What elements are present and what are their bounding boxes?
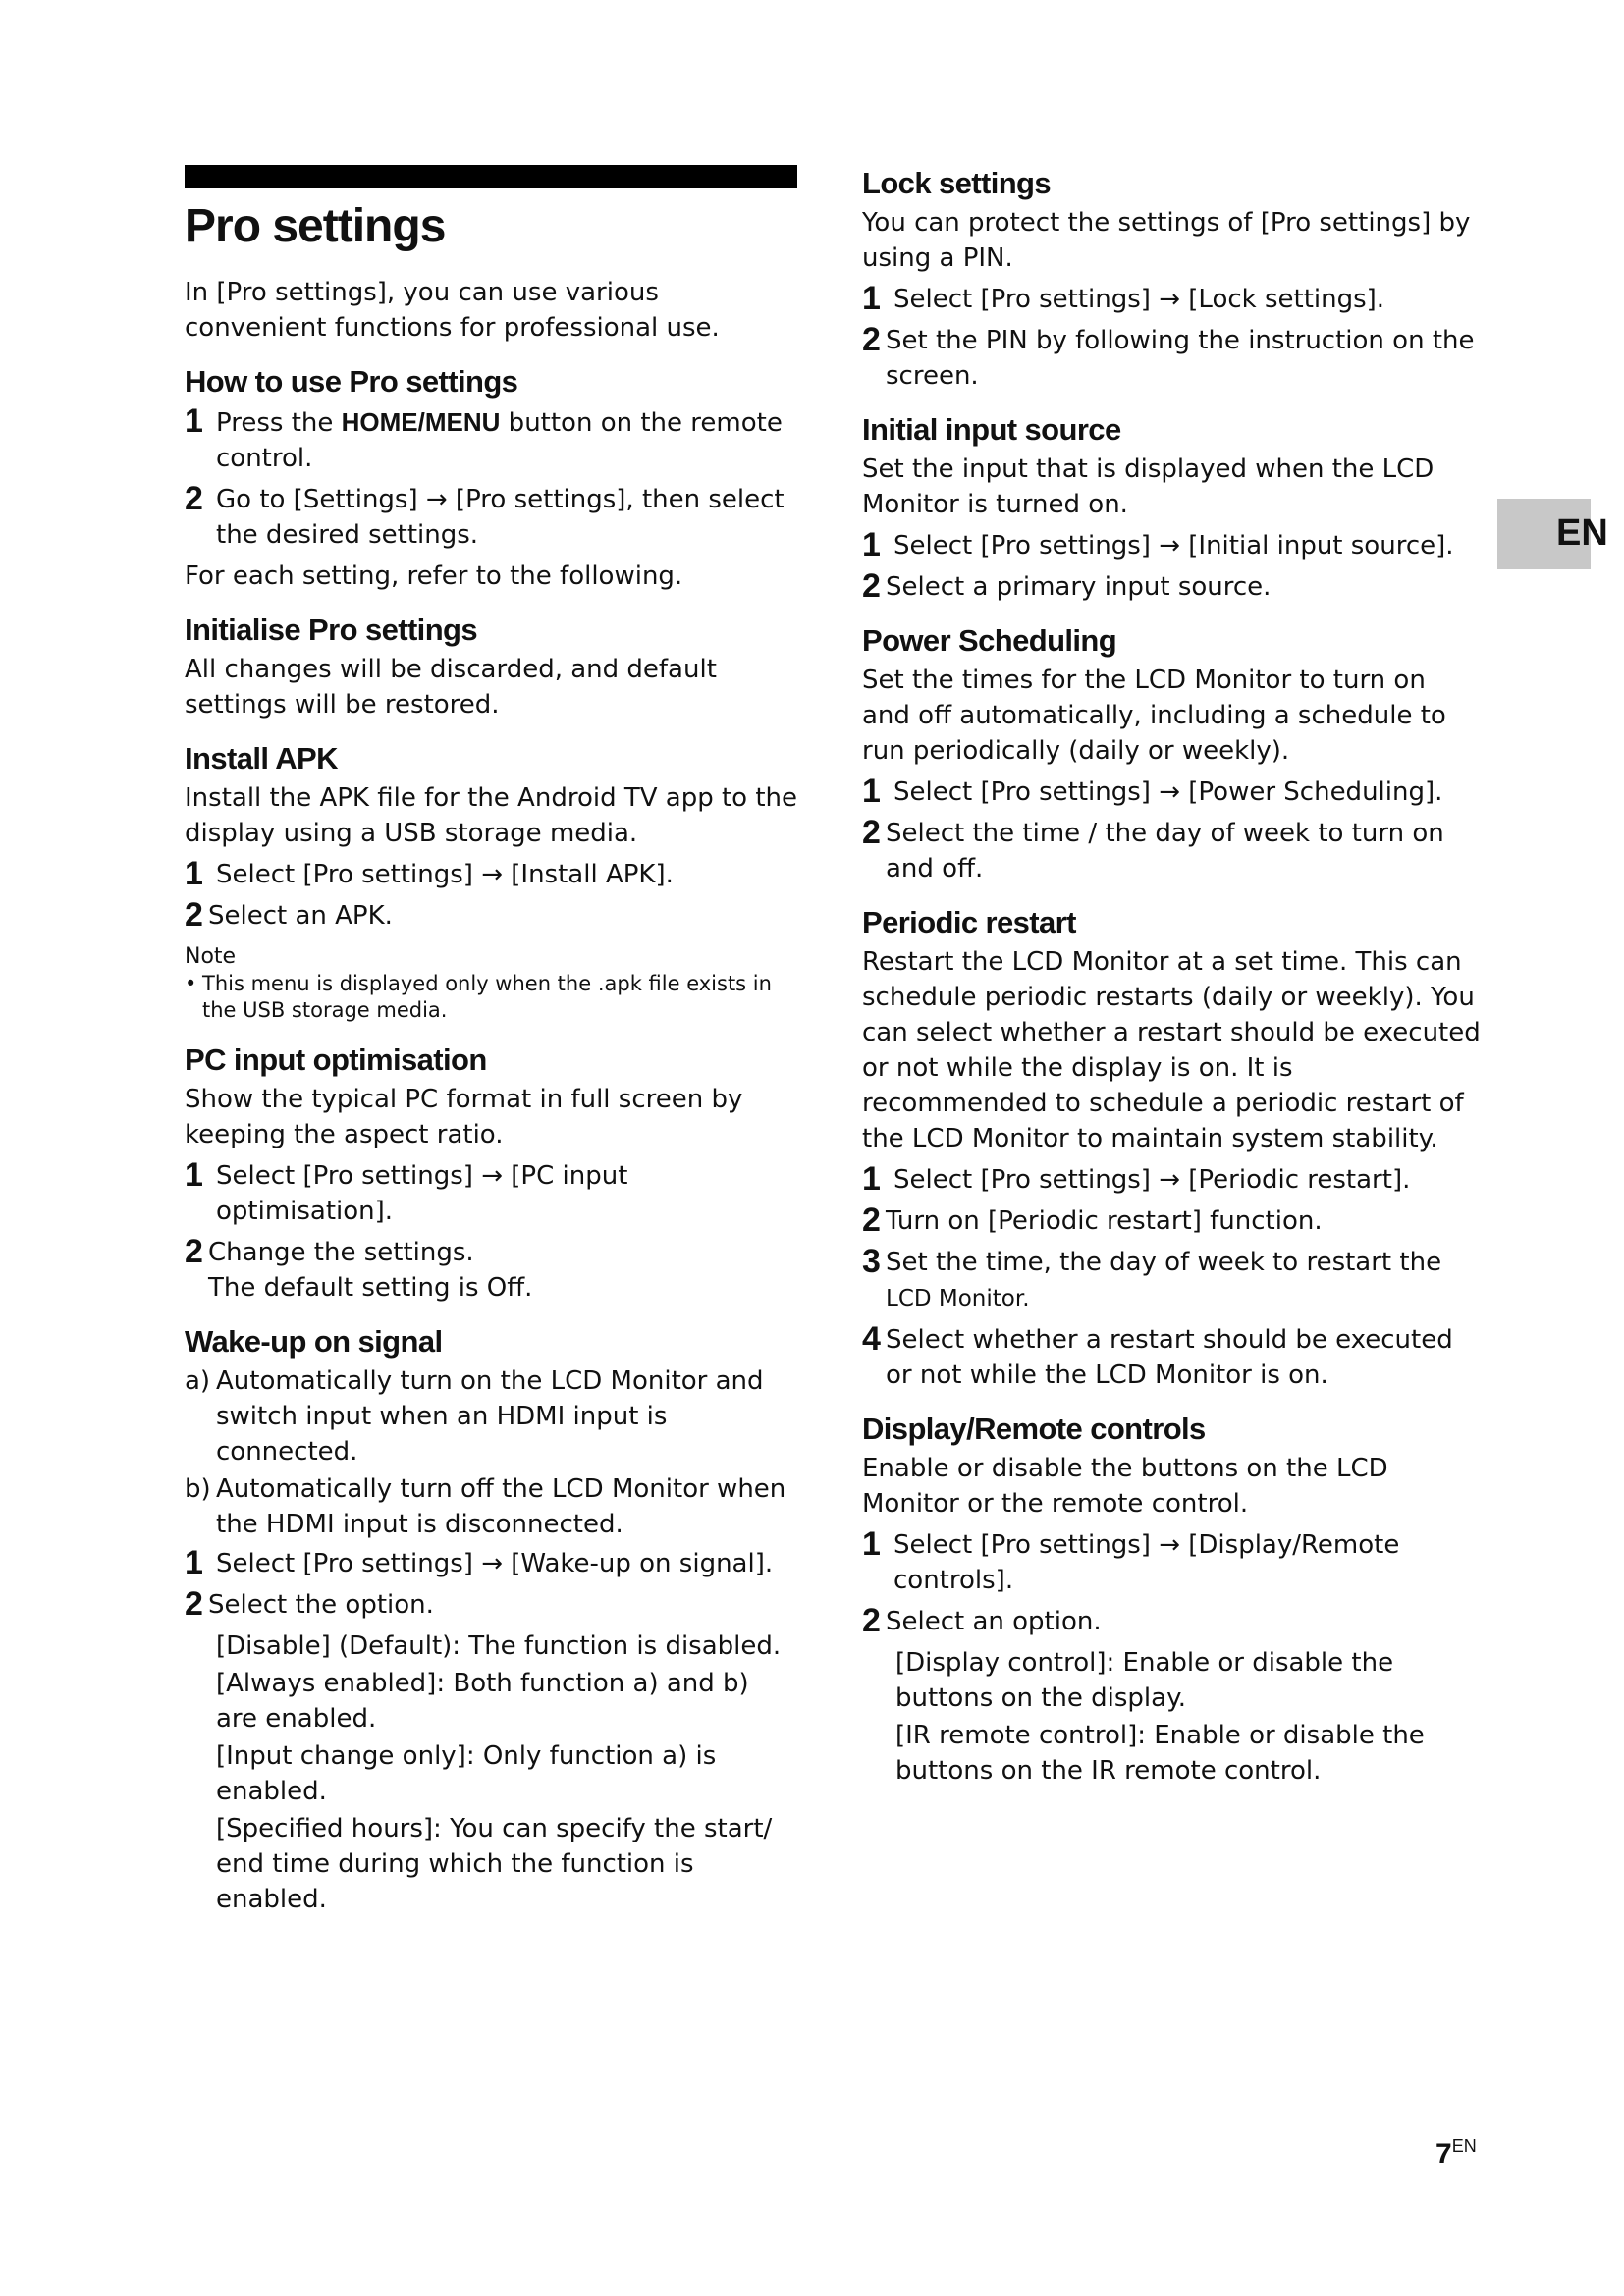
step-main: Change the settings. (208, 1238, 474, 1267)
note-text: This menu is displayed only when the .apk file exists in the USB storage media. (202, 972, 772, 1022)
display-remote-option: [Display control]: Enable or disable the buttons on the display. (895, 1648, 1394, 1713)
periodic-step-4 (862, 1322, 1481, 1393)
heading-power: Power Scheduling (862, 623, 1117, 658)
install-apk-step-2 (185, 898, 797, 934)
heading-install-apk: Install APK (185, 741, 338, 775)
periodic-body: Restart the LCD Monitor at a set time. This can schedule periodic restarts (daily or weekly). You can select whether a restart should be executed or not while the display is on. It is recommended to schedule a periodic restart of the LCD Monitor to maintain system stability. (862, 947, 1481, 1153)
pc-input-body: Show the typical PC format in full screen by keeping the aspect ratio. (185, 1085, 743, 1149)
step-number: 1 (185, 1544, 203, 1581)
lock-step-1 (862, 282, 1481, 317)
initialise-body: All changes will be discarded, and default settings will be restored. (185, 655, 717, 720)
bullet: • (185, 972, 197, 995)
note-item (185, 971, 797, 1024)
step-sub: The default setting is Off. (208, 1273, 533, 1303)
step-text: Select [Pro settings] → [Wake-up on signal]. (216, 1549, 774, 1578)
step-text: Select the time / the day of week to turn on and off. (886, 819, 1444, 883)
item-label: a) (185, 1366, 211, 1396)
power-body: Set the times for the LCD Monitor to turn on and off automatically, including a schedule to run periodically (daily or weekly). (862, 666, 1446, 766)
heading-how-to: How to use Pro settings (185, 364, 518, 399)
step-number: 1 (862, 1525, 881, 1563)
step-text (208, 1235, 797, 1306)
display-remote-option: [IR remote control]: Enable or disable the buttons on the IR remote control. (895, 1721, 1425, 1786)
step-number: 1 (185, 855, 203, 892)
wake-up-option: [Always enabled]: Both function a) and b) are enabled. (216, 1669, 749, 1734)
step-main: Set the time, the day of week to restart the (886, 1248, 1442, 1277)
initial-input-body: Set the input that is displayed when the LCD Monitor is turned on. (862, 454, 1435, 519)
display-remote-step-1 (862, 1527, 1481, 1598)
step-text: Select the option. (208, 1590, 434, 1620)
page-number-value: 7 (1435, 2138, 1452, 2170)
step-text: Select [Pro settings] → [Power Scheduling]. (893, 777, 1443, 807)
wake-up-step-2 (185, 1587, 797, 1623)
pc-input-step-2 (185, 1235, 797, 1306)
heading-initial-input: Initial input source (862, 412, 1121, 447)
heading-lock: Lock settings (862, 166, 1052, 200)
home-menu-label: HOME/MENU (341, 407, 501, 437)
wake-up-option: [Specified hours]: You can specify the start/ end time during which the function is enabled. (216, 1814, 773, 1914)
display-remote-body: Enable or disable the buttons on the LCD Monitor or the remote control. (862, 1454, 1388, 1519)
how-to-after: For each setting, refer to the following. (185, 561, 683, 591)
step-text (216, 404, 797, 476)
step-number: 2 (185, 896, 203, 934)
step-number: 4 (862, 1320, 881, 1358)
step-number: 1 (862, 773, 881, 810)
step-text: Select [Pro settings] → [Periodic restart]. (893, 1165, 1411, 1195)
step-text: Set the PIN by following the instruction on the screen. (886, 326, 1475, 391)
step-number: 1 (185, 1156, 203, 1194)
install-apk-step-1 (185, 857, 797, 892)
heading-initialise: Initialise Pro settings (185, 613, 478, 647)
step-text: Turn on [Periodic restart] function. (886, 1206, 1323, 1236)
periodic-step-1 (862, 1162, 1481, 1198)
step-number: 2 (185, 480, 203, 517)
item-text: Automatically turn off the LCD Monitor when the HDMI input is disconnected. (216, 1474, 786, 1539)
step-number: 1 (862, 280, 881, 317)
step-number: 2 (185, 1585, 203, 1623)
page-number-suffix: EN (1451, 2136, 1477, 2156)
step-number: 2 (185, 1233, 203, 1270)
step-text: Select an option. (886, 1607, 1102, 1636)
pc-input-step-1 (185, 1158, 797, 1229)
step-text: Select [Pro settings] → [Display/Remote controls]. (893, 1530, 1400, 1595)
wake-up-option: [Input change only]: Only function a) is enabled. (216, 1741, 717, 1806)
step-number: 2 (862, 1201, 881, 1239)
wake-up-option: [Disable] (Default): The function is disabled. (216, 1631, 782, 1661)
left-column (185, 165, 797, 1919)
install-apk-body: Install the APK file for the Android TV app to the display using a USB storage media. (185, 783, 798, 848)
display-remote-step-2 (862, 1604, 1481, 1639)
step-text: Select a primary input source. (886, 572, 1272, 602)
periodic-step-3 (862, 1245, 1481, 1316)
heading-periodic: Periodic restart (862, 905, 1076, 939)
periodic-step-2 (862, 1203, 1481, 1239)
heading-pc-input: PC input optimisation (185, 1042, 487, 1077)
step-text-part: Press the (216, 408, 342, 438)
power-step-1 (862, 774, 1481, 810)
initial-input-step-1 (862, 528, 1481, 563)
initial-input-step-2 (862, 569, 1481, 605)
step-text: Select an APK. (208, 901, 393, 931)
step-number: 1 (862, 1160, 881, 1198)
how-to-step-2 (185, 482, 797, 553)
page-title: Pro settings (185, 200, 446, 252)
item-text: Automatically turn on the LCD Monitor and switch input when an HDMI input is connected. (216, 1366, 764, 1467)
lock-body: You can protect the settings of [Pro settings] by using a PIN. (862, 208, 1471, 273)
language-tab-label: EN (1556, 512, 1608, 554)
intro-text: In [Pro settings], you can use various convenient functions for professional use. (185, 278, 720, 343)
step-text (886, 1245, 1481, 1316)
language-tab (1497, 499, 1608, 569)
wake-up-item-b (185, 1471, 797, 1542)
step-text: Go to [Settings] → [Pro settings], then select the desired settings. (216, 485, 785, 550)
step-text: Select [Pro settings] → [Lock settings]. (893, 285, 1385, 314)
wake-up-step-1 (185, 1546, 797, 1581)
step-sub: LCD Monitor. (886, 1286, 1030, 1311)
step-number: 1 (185, 402, 203, 440)
heading-wake-up: Wake-up on signal (185, 1324, 443, 1359)
page-number (1435, 2138, 1477, 2171)
heading-display-remote: Display/Remote controls (862, 1412, 1206, 1446)
step-number: 2 (862, 814, 881, 851)
step-text: Select [Pro settings] → [Install APK]. (216, 860, 674, 889)
step-number: 2 (862, 1602, 881, 1639)
step-number: 3 (862, 1243, 881, 1280)
lock-step-2 (862, 323, 1481, 394)
step-text: Select [Pro settings] → [PC input optimisation]. (216, 1161, 628, 1226)
title-bar (185, 165, 797, 188)
step-number: 2 (862, 567, 881, 605)
step-text: Select whether a restart should be executed or not while the LCD Monitor is on. (886, 1325, 1453, 1390)
step-number: 1 (862, 526, 881, 563)
item-label: b) (185, 1474, 211, 1504)
step-text: Select [Pro settings] → [Initial input source]. (893, 531, 1454, 561)
power-step-2 (862, 816, 1481, 886)
right-column (862, 165, 1481, 1790)
note-heading: Note (185, 944, 237, 969)
wake-up-item-a (185, 1363, 797, 1469)
step-number: 2 (862, 321, 881, 358)
step-text-part: button on the remote control. (216, 408, 783, 473)
how-to-step-1 (185, 404, 797, 476)
